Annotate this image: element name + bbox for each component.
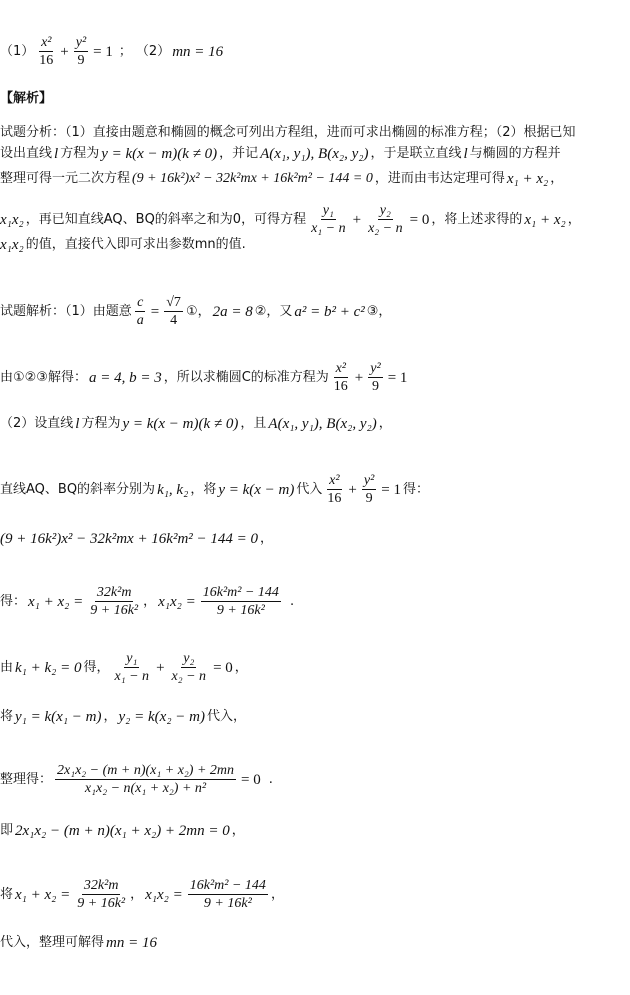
sum-x1-x2: x₁ + x₂ = — [28, 593, 84, 610]
answer-line — [0, 34, 630, 69]
solution-text: ③， — [366, 303, 392, 319]
values-a-b: a = 4, b = 3 — [88, 369, 162, 386]
product-x1-x2: x₁x₂ — [0, 237, 24, 253]
answer-x2-over-16 — [37, 34, 55, 69]
fraction-denominator: x₁ − n — [114, 669, 150, 684]
analysis-text: ，再已知直线AQ、BQ的斜率之和为0，可得方程 — [25, 211, 307, 227]
fraction-denominator: 9 — [371, 379, 379, 394]
solution-text: ，将 — [190, 481, 217, 497]
solution-text: 得： — [0, 593, 27, 609]
solution-line-3 — [0, 415, 630, 433]
fraction-denominator: 9 + 16k² — [77, 896, 126, 911]
fraction-denominator: 16 — [327, 491, 342, 506]
solution-text: 方程为 — [81, 416, 121, 431]
solution-text: 得： — [403, 481, 430, 497]
solution-text: （2）设直线 — [0, 416, 74, 431]
plus-sign: + — [60, 43, 69, 60]
fraction-denominator: 4 — [170, 313, 178, 328]
c-over-a-fraction — [135, 294, 146, 329]
equals-zero: = 0 — [241, 771, 261, 788]
fraction-denominator: x₂ − n — [368, 221, 403, 236]
fraction-numerator: x² — [329, 473, 340, 488]
solution-text: ， — [234, 659, 248, 675]
y2-equation: y₂ = k(x₂ − m) — [118, 709, 205, 725]
solution-line-7 — [0, 650, 630, 685]
equation-rhs: = 1 — [387, 369, 408, 386]
answer-y2-over-9 — [74, 34, 88, 69]
solution-text: ，所以求椭圆C的标准方程为 — [163, 369, 329, 385]
solution-text: 整理得： — [0, 771, 53, 787]
plus-sign: + — [156, 659, 165, 676]
solution-text: ， — [130, 886, 144, 902]
equation-abc: a² = b² + c² — [294, 303, 365, 320]
fraction-denominator: 16 — [39, 53, 54, 68]
answer-part2-equation: mn = 16 — [172, 43, 224, 60]
solution-text: 由 — [0, 659, 14, 675]
line-equation: y = k(x − m)(k ≠ 0) — [101, 146, 218, 162]
solution-line-10 — [0, 822, 630, 840]
sum-x1-x2: x₁ + x₂ — [524, 211, 566, 228]
solution-text: 将 — [0, 709, 14, 724]
y1-equation: y₁ = k(x₁ − m) — [15, 709, 102, 725]
analysis-text: 方程为 — [60, 146, 100, 161]
solution-line-8 — [0, 708, 630, 726]
root7-over-4-fraction — [164, 294, 183, 329]
solution-line-6 — [0, 584, 630, 619]
equation-2a-8: 2a = 8 — [212, 303, 253, 320]
y2-over-9-fraction — [362, 472, 376, 507]
slope-fraction-2 — [366, 202, 405, 237]
separator: ； — [118, 43, 132, 59]
analysis-text: ，于是联立直线 — [370, 146, 462, 161]
solution-text: ， — [260, 531, 274, 546]
analysis-line-2 — [0, 145, 630, 163]
slope-fraction-1 — [309, 202, 348, 237]
analysis-text: ， — [550, 171, 564, 186]
plus-sign: + — [352, 211, 362, 228]
solution-line-11 — [0, 877, 630, 912]
analysis-text: 设出直线 — [0, 146, 53, 161]
x2-over-16-fraction — [325, 472, 343, 507]
solution-line-5 — [0, 530, 630, 548]
slope-fraction-1 — [113, 650, 152, 685]
sum-x1-x2: x₁ + x₂ = — [15, 886, 71, 903]
slopes-k1-k2: k₁, k₂ — [157, 481, 189, 498]
sum-fraction — [75, 877, 127, 912]
line-equation: y = k(x − m)(k ≠ 0) — [122, 416, 239, 432]
analysis-text: ，进而由韦达定理可得 — [374, 171, 505, 186]
slope-sum-zero: k₁ + k₂ = 0 — [15, 659, 82, 676]
fraction-numerator: y² — [370, 361, 381, 376]
answer-part1-label: （1） — [0, 43, 35, 59]
solution-line-1 — [0, 294, 630, 329]
analysis-header — [0, 90, 630, 108]
solution-text: 代入， — [207, 709, 247, 724]
fraction-denominator: 9 + 16k² — [90, 603, 139, 618]
analysis-text: 整理可得一元二次方程 — [0, 171, 131, 186]
fraction-numerator: 32k²m — [83, 878, 119, 893]
solution-text: ②，又 — [254, 303, 293, 319]
combined-fraction — [55, 762, 236, 797]
fraction-denominator: 9 + 16k² — [203, 896, 252, 911]
product-x1-x2: x₁x₂ — [0, 211, 24, 228]
fraction-denominator: 16 — [333, 379, 348, 394]
sum-x1-x2: x₁ + x₂ — [506, 171, 549, 187]
analysis-text: 与椭圆的方程并 — [469, 146, 561, 161]
fraction-numerator: 2x₁x₂ − (m + n)(x₁ + x₂) + 2mn — [57, 763, 234, 778]
fraction-numerator: y₁ — [322, 203, 334, 218]
analysis-text: 试题分析：（1）直接由题意和椭圆的概念可列出方程组，进而可求出椭圆的标准方程；（2）根据已知 — [0, 125, 576, 140]
equals-sign: = — [150, 303, 160, 320]
simplified-equation: 2x₁x₂ − (m + n)(x₁ + x₂) + 2mn = 0 — [15, 823, 230, 839]
solution-text: 将 — [0, 886, 14, 902]
fraction-numerator: c — [137, 295, 144, 310]
fraction-numerator: 16k²m² − 144 — [189, 878, 266, 893]
fraction-denominator: x₁ − n — [311, 221, 346, 236]
product-fraction — [201, 584, 281, 619]
fraction-numerator: y² — [363, 473, 375, 488]
points-ab: A(x₁, y₁), B(x₂, y₂) — [260, 146, 369, 162]
solution-text: . — [268, 771, 273, 787]
equation-rhs: = 1 — [381, 481, 401, 498]
slope-fraction-2 — [170, 650, 209, 685]
plus-sign: + — [354, 369, 364, 386]
analysis-text: ，将上述求得的 — [431, 211, 523, 227]
fraction-denominator: x₂ − n — [171, 669, 207, 684]
fraction-numerator: y₂ — [183, 651, 195, 666]
analysis-text: ， — [567, 211, 581, 227]
solution-text: ， — [270, 886, 284, 902]
math-l: l — [463, 146, 468, 162]
fraction-numerator: y₂ — [379, 203, 391, 218]
y2-over-9-fraction — [368, 360, 382, 395]
analysis-line-3 — [0, 170, 630, 188]
fraction-denominator: 9 + 16k² — [216, 603, 265, 618]
solution-text: ， — [378, 416, 392, 431]
math-l: l — [75, 416, 80, 432]
solution-text: 得， — [83, 659, 110, 675]
fraction-numerator: √7 — [166, 295, 181, 310]
product-x1-x2: x₁x₂ = — [158, 593, 196, 610]
fraction-numerator: 32k²m — [96, 585, 132, 600]
analysis-header-text: 【解析】 — [0, 91, 53, 106]
solution-line-2 — [0, 360, 630, 395]
analysis-line-5 — [0, 236, 630, 254]
fraction-numerator: 16k²m² − 144 — [202, 585, 279, 600]
fraction-denominator: 9 — [77, 53, 85, 68]
fraction-denominator: x₁x₂ − n(x₁ + x₂) + n² — [84, 781, 207, 796]
solution-text: ， — [103, 709, 117, 724]
points-ab: A(x₁, y₁), B(x₂, y₂) — [268, 416, 377, 432]
fraction-denominator: 9 — [365, 491, 373, 506]
math-l: l — [54, 146, 59, 162]
plus-sign: + — [348, 481, 357, 498]
solution-line-4 — [0, 472, 630, 507]
fraction-numerator: y² — [75, 35, 87, 50]
analysis-line-1 — [0, 124, 630, 142]
fraction-numerator: x² — [335, 361, 346, 376]
equation-rhs: = 1 — [93, 43, 113, 60]
analysis-line-4 — [0, 202, 630, 237]
answer-part2-label: （2） — [135, 43, 171, 59]
equals-zero: = 0 — [213, 659, 233, 676]
x2-over-16-fraction — [332, 360, 350, 395]
product-fraction — [188, 877, 268, 912]
quadratic-equation: (9 + 16k²)x² − 32k²mx + 16k²m² − 144 = 0 — [0, 531, 259, 547]
solution-text: 直线AQ、BQ的斜率分别为 — [0, 481, 156, 497]
solution-text: 即 — [0, 823, 14, 838]
fraction-denominator: a — [136, 313, 144, 328]
analysis-text: 的值，直接代入即可求出参数mn的值. — [25, 237, 246, 252]
quadratic-equation: (9 + 16k²)x² − 32k²mx + 16k²m² − 144 = 0 — [132, 171, 373, 186]
solution-text: 试题解析：（1）由题意 — [0, 303, 132, 319]
solution-text: ①， — [185, 303, 211, 319]
solution-text: 代入 — [296, 481, 323, 497]
solution-text: ， — [231, 823, 245, 838]
solution-text: 代入，整理可解得 — [0, 935, 105, 950]
solution-text: 由①②③解得： — [0, 369, 87, 385]
product-x1-x2: x₁x₂ = — [145, 886, 183, 903]
sum-fraction — [88, 584, 140, 619]
solution-text: ，且 — [240, 416, 267, 431]
equals-zero: = 0 — [409, 211, 430, 228]
line-equation: y = k(x − m) — [218, 481, 295, 498]
fraction-numerator: y₁ — [126, 651, 138, 666]
solution-text: ， — [143, 593, 157, 609]
solution-line-12 — [0, 934, 630, 952]
final-answer: mn = 16 — [106, 935, 157, 951]
analysis-text: ，并记 — [219, 146, 259, 161]
solution-text: . — [289, 593, 295, 609]
fraction-numerator: x² — [41, 35, 52, 50]
solution-line-9 — [0, 762, 630, 797]
